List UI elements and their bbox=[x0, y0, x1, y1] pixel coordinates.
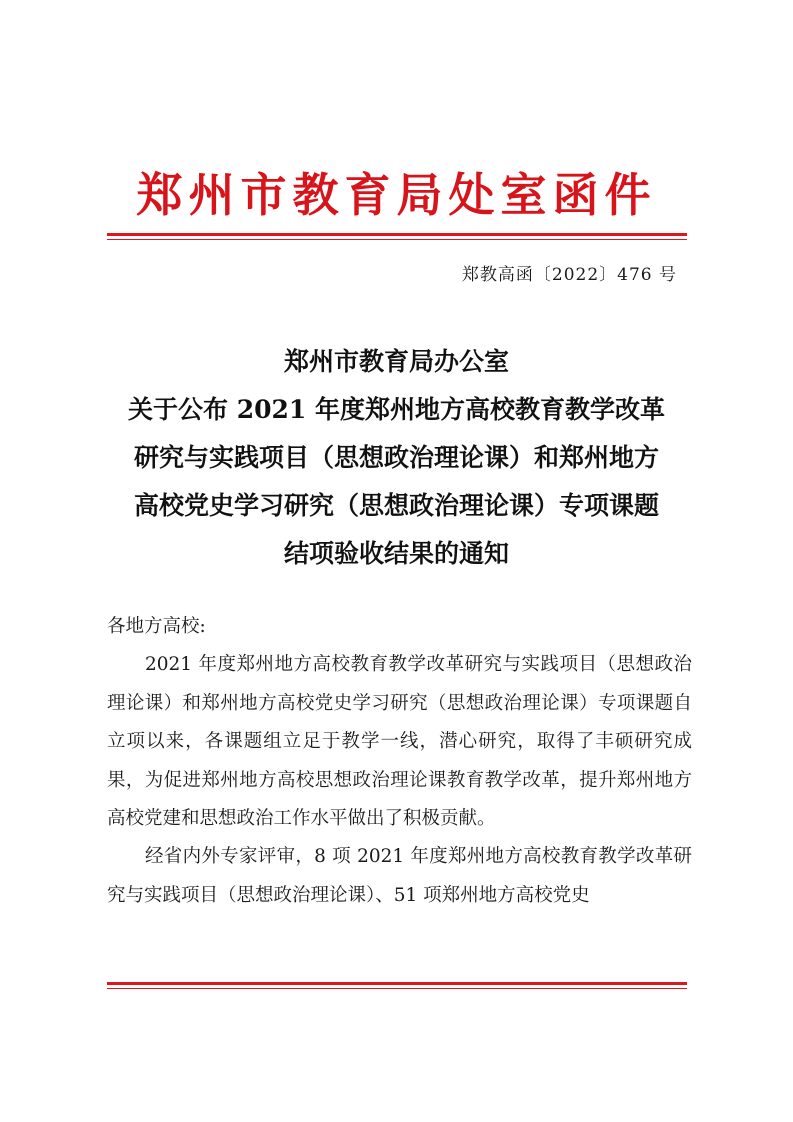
body-paragraph: 经省内外专家评审，8 项 2021 年度郑州地方高校教育教学改革研究与实践项目（思想政治理论课）、51 项郑州地方高校党史 bbox=[107, 846, 692, 906]
body-paragraph: 2021 年度郑州地方高校教育教学改革研究与实践项目（思想政治理论课）和郑州地方高校党史学习研究（思想政治理论课）专项课题自立项以来，各课题组立足于教学一线，潜心研究，取得了丰硕研究成果，为促进郑州地方高校思想政治理论课教育教学改革，提升郑州地方高校党建和思想政治工作水平做出了积极贡献。 bbox=[107, 654, 692, 830]
document-title bbox=[90, 338, 703, 578]
title-line: 高校党史学习研究（思想政治理论课）专项课题 bbox=[133, 491, 659, 520]
salutation: 各地方高校: bbox=[107, 616, 206, 637]
footer-rule-thick bbox=[107, 982, 687, 985]
title-line: 郑州市教育局办公室 bbox=[283, 347, 509, 376]
document-body bbox=[107, 608, 692, 915]
letterhead-title: 郑州市教育局处室函件 bbox=[136, 168, 657, 222]
letterhead-rule-thin bbox=[107, 239, 687, 240]
footer-rule-thin bbox=[107, 988, 687, 989]
document-number: 郑教高函〔2022〕476 号 bbox=[461, 265, 677, 285]
letterhead-rule-thick bbox=[107, 233, 687, 236]
title-line: 结项验收结果的通知 bbox=[283, 539, 509, 568]
title-line: 关于公布 2021 年度郑州地方高校教育教学改革 bbox=[128, 395, 665, 424]
title-line: 研究与实践项目（思想政治理论课）和郑州地方 bbox=[133, 443, 659, 472]
